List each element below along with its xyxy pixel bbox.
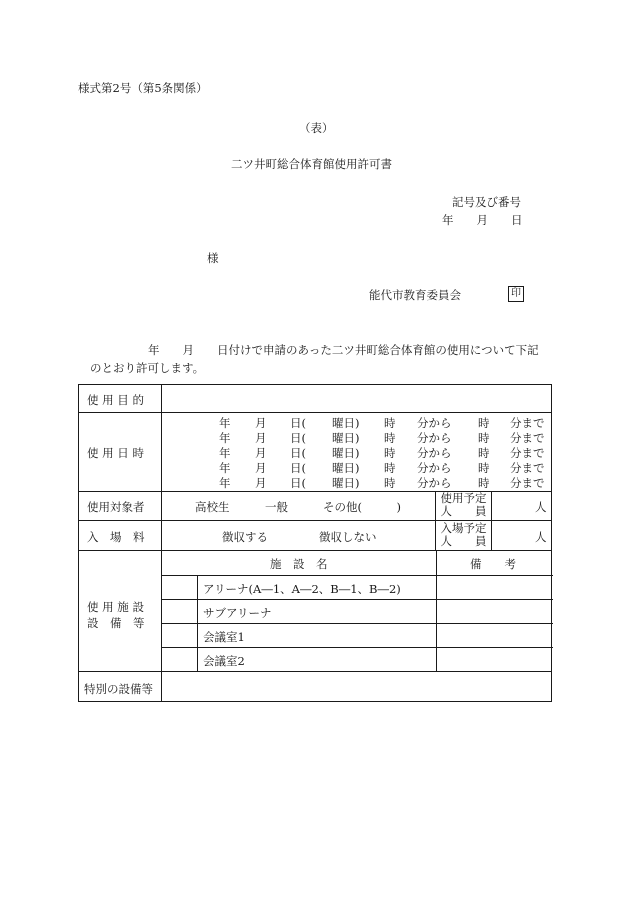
planned-users-label-line-1: 使用予定 — [440, 491, 487, 505]
month-unit: 月 — [255, 431, 267, 445]
facility-item[interactable]: 会議室1 — [203, 630, 245, 644]
datetime-label: 使 用 日 時 — [87, 446, 144, 460]
seal-mark: 印 — [508, 286, 524, 302]
column-divider — [436, 550, 437, 671]
datetime-row[interactable] — [79, 475, 553, 490]
end-minute-unit: 分まで — [510, 431, 545, 445]
facility-item[interactable]: 会議室2 — [203, 654, 245, 668]
end-minute-unit: 分まで — [510, 446, 545, 460]
month-unit: 月 — [255, 446, 267, 460]
row-divider — [79, 550, 551, 551]
row-divider — [161, 623, 553, 624]
datetime-row[interactable] — [79, 430, 553, 445]
reference-number-label: 記号及び番号 — [452, 195, 521, 209]
planned-users-unit: 人 — [535, 500, 547, 514]
facility-item[interactable]: アリーナ(A―1、A―2、B―1、B―2) — [203, 582, 401, 596]
day-unit: 日( — [290, 416, 306, 430]
remarks-header: 備 考 — [470, 557, 516, 571]
year-unit: 年 — [219, 461, 231, 475]
start-hour-unit: 時 — [384, 416, 396, 430]
issuer-name: 能代市教育委員会 — [369, 288, 461, 302]
planned-visitors-label-line-2: 人 員 — [440, 534, 487, 548]
option-general[interactable]: 一般 — [265, 500, 288, 514]
start-minute-unit: 分から — [417, 476, 452, 490]
addressee-suffix: 様 — [207, 251, 219, 265]
end-hour-unit: 時 — [478, 431, 490, 445]
end-minute-unit: 分まで — [510, 476, 545, 490]
planned-users-label — [436, 492, 491, 518]
form-number: 様式第2号（第5条関係） — [78, 81, 208, 95]
day-unit: 日( — [290, 446, 306, 460]
facility-item[interactable]: サブアリーナ — [203, 606, 272, 620]
weekday-unit: 曜日) — [332, 431, 360, 445]
weekday-unit: 曜日) — [332, 416, 360, 430]
start-hour-unit: 時 — [384, 431, 396, 445]
year-unit: 年 — [219, 416, 231, 430]
option-collect-fee[interactable]: 徴収する — [222, 530, 268, 544]
end-hour-unit: 時 — [478, 461, 490, 475]
purpose-field[interactable] — [162, 386, 552, 411]
column-divider — [491, 491, 492, 550]
permit-table — [78, 384, 552, 702]
purpose-label: 使 用 目 的 — [87, 393, 144, 407]
day-unit: 日( — [290, 461, 306, 475]
datetime-row[interactable] — [79, 415, 553, 430]
month-unit: 月 — [255, 476, 267, 490]
year-unit: 年 — [219, 446, 231, 460]
year-unit: 年 — [219, 476, 231, 490]
column-divider — [197, 575, 198, 671]
planned-visitors-label — [436, 522, 491, 548]
issue-date-line: 年 月 日 — [442, 213, 523, 227]
special-equipment-label: 特別の設備等 — [84, 682, 153, 696]
facilities-label-line-1: 使 用 施 設 — [87, 600, 144, 614]
row-divider — [161, 647, 553, 648]
planned-users-label-line-2: 人 員 — [440, 504, 487, 518]
datetime-row[interactable] — [79, 460, 553, 475]
end-hour-unit: 時 — [478, 446, 490, 460]
end-hour-unit: 時 — [478, 476, 490, 490]
planned-visitors-label-line-1: 入場予定 — [440, 521, 487, 535]
admission-fee-label: 入 場 料 — [87, 530, 145, 544]
row-divider — [161, 575, 553, 576]
end-minute-unit: 分まで — [510, 461, 545, 475]
planned-visitors-unit: 人 — [535, 530, 547, 544]
start-hour-unit: 時 — [384, 446, 396, 460]
datetime-row[interactable] — [79, 445, 553, 460]
body-text-line-2: のとおり許可します。 — [90, 361, 205, 375]
weekday-unit: 曜日) — [332, 476, 360, 490]
option-other[interactable]: その他( ) — [323, 500, 401, 514]
start-minute-unit: 分から — [417, 446, 452, 460]
option-high-school[interactable]: 高校生 — [195, 500, 230, 514]
end-minute-unit: 分まで — [510, 416, 545, 430]
special-equipment-field[interactable] — [162, 672, 552, 701]
start-minute-unit: 分から — [417, 461, 452, 475]
start-minute-unit: 分から — [417, 431, 452, 445]
facility-name-header: 施 設 名 — [270, 557, 328, 571]
weekday-unit: 曜日) — [332, 461, 360, 475]
document-title: 二ツ井町総合体育館使用許可書 — [231, 157, 392, 171]
row-divider — [79, 412, 551, 413]
month-unit: 月 — [255, 416, 267, 430]
start-minute-unit: 分から — [417, 416, 452, 430]
day-unit: 日( — [290, 476, 306, 490]
body-text-line-1: 年 月 日付けで申請のあった二ツ井町総合体育館の使用について下記 — [148, 343, 539, 357]
day-unit: 日( — [290, 431, 306, 445]
end-hour-unit: 時 — [478, 416, 490, 430]
weekday-unit: 曜日) — [332, 446, 360, 460]
row-divider — [161, 599, 553, 600]
start-hour-unit: 時 — [384, 476, 396, 490]
start-hour-unit: 時 — [384, 461, 396, 475]
target-users-label: 使用対象者 — [87, 500, 145, 514]
month-unit: 月 — [255, 461, 267, 475]
facilities-label-line-2: 設 備 等 — [87, 616, 145, 630]
year-unit: 年 — [219, 431, 231, 445]
side-indicator: （表） — [299, 121, 334, 135]
option-no-fee[interactable]: 徴収しない — [319, 530, 377, 544]
